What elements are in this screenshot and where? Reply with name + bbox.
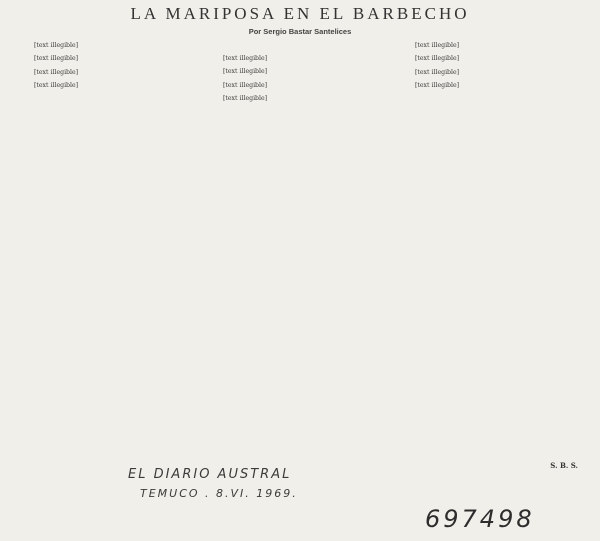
article-column-1: [24, 42, 200, 461]
paragraph: [text illegible]: [415, 42, 460, 49]
catalog-number: 697498: [425, 505, 535, 533]
paragraph: [text illegible]: [223, 55, 268, 62]
handwritten-place-date: TEMUCO . 8.VI. 1969.: [140, 487, 298, 500]
paragraph: [text illegible]: [223, 81, 268, 89]
handwritten-source: EL DIARIO AUSTRAL: [128, 467, 292, 482]
paragraph: [text illegible]: [34, 68, 79, 76]
article-column-3: [405, 42, 585, 461]
paragraph: [text illegible]: [415, 68, 460, 76]
article-byline: Por Sergio Bastar Santelices: [248, 27, 352, 36]
paragraph: [text illegible]: [415, 55, 460, 63]
article-column-2: [213, 55, 391, 461]
paragraph: [text illegible]: [34, 42, 79, 49]
author-initials: S. B. S.: [550, 461, 578, 470]
paragraph: [text illegible]: [34, 81, 79, 89]
paragraph: [text illegible]: [223, 68, 268, 76]
paragraph: [text illegible]: [223, 94, 268, 102]
paragraph: [text illegible]: [34, 55, 79, 63]
paragraph: [text illegible]: [415, 81, 460, 89]
article-title: LA MARIPOSA EN EL BARBECHO: [130, 4, 470, 23]
